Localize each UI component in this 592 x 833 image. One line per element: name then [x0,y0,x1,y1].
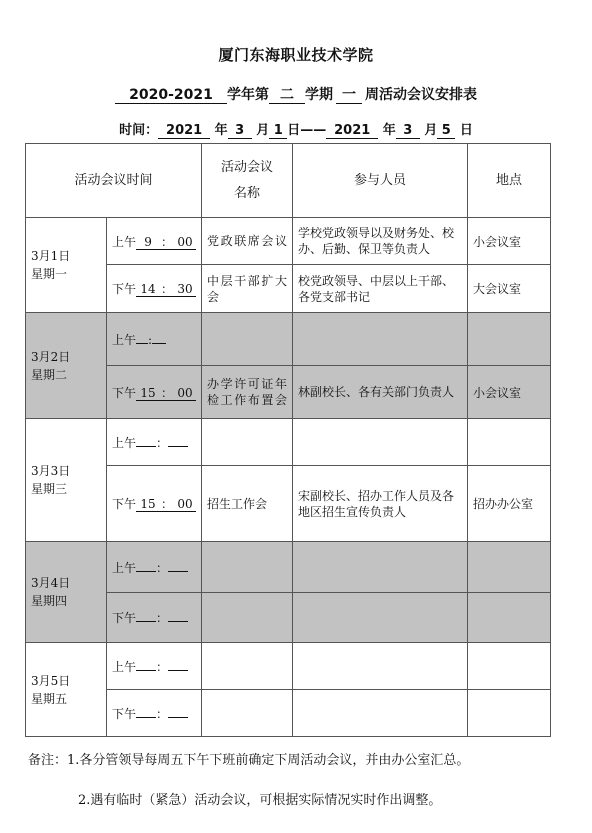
schedule-table [25,143,551,737]
start-month-unit: 月 [256,123,270,138]
note-line-1: 备注：1.各分管领导每周五下午下班前确定下周活动会议，并由办公室汇总。 [28,753,470,768]
time-colon: ： [156,706,169,721]
hour-value: 15 [136,498,160,512]
time-colon: ： [161,497,174,511]
minute-value [168,571,188,572]
day-cell [26,313,107,419]
minute-value: 00 [174,387,196,401]
day-date: 3月1日 [31,249,71,263]
end-month: 3 [396,123,420,139]
meeting-location [468,313,551,366]
day-cell [26,218,107,313]
meeting-attendees: 学校党政领导以及财务处、校办、后勤、保卫等负责人 [293,218,468,265]
time-label: 时间： [119,123,159,138]
period-label: 上午 [112,560,137,575]
minute-value [152,343,166,344]
end-month-unit: 月 [424,123,438,138]
meeting-location: 小会议室 [468,218,551,265]
hour-value [136,621,156,622]
header-meeting-name-line1: 活动会议 [221,159,274,175]
meeting-name: 办学许可证年检工作布置会 [202,366,293,419]
minute-value [168,670,188,671]
week-suffix: 周活动会议安排表 [365,87,477,103]
header-attendees: 参与人员 [293,144,468,218]
meeting-attendees [293,593,468,643]
hour-value: 15 [136,387,160,401]
time-slot-am [107,643,202,690]
hour-value [136,670,156,671]
minute-value: 00 [174,236,196,250]
year-suffix: 学年第 [227,87,269,103]
meeting-attendees: 林副校长、各有关部门负责人 [293,366,468,419]
hour-value: 14 [136,283,160,297]
table-row [26,218,551,265]
semester-suffix: 学期 [305,87,333,103]
period-label: 下午 [112,611,137,625]
table-row [26,419,551,466]
period-label: 上午 [112,332,137,347]
end-day: 5 [437,123,455,139]
time-slot-pm [107,265,202,313]
minute-value [168,621,188,622]
time-colon: ： [156,435,169,450]
meeting-attendees [293,542,468,593]
table-row [26,313,551,366]
meeting-name [202,313,293,366]
start-day: 1 [269,123,287,139]
start-day-unit: 日—— [287,123,327,138]
meeting-name [202,542,293,593]
meeting-name: 党政联席会议 [202,218,293,265]
time-colon: ： [156,560,169,575]
header-location: 地点 [468,144,551,218]
period-label: 下午 [112,706,137,721]
meeting-attendees [293,643,468,690]
note-line-2: 2.遇有临时（紧急）活动会议，可根据实际情况实时作出调整。 [78,793,442,808]
end-year-unit: 年 [382,123,396,138]
day-weekday: 星期一 [31,267,68,281]
time-slot-pm [107,690,202,737]
day-date: 3月3日 [31,464,71,478]
meeting-location [468,419,551,466]
meeting-location [468,542,551,593]
table-row [26,542,551,593]
meeting-name [202,690,293,737]
meeting-location: 小会议室 [468,366,551,419]
meeting-name [202,593,293,643]
meeting-attendees [293,419,468,466]
meeting-attendees [293,690,468,737]
meeting-name [202,643,293,690]
period-label: 下午 [112,385,137,400]
time-slot-am [107,419,202,466]
semester-number: 二 [269,88,305,104]
period-label: 上午 [112,234,137,249]
hour-value [136,571,156,572]
time-slot-am [107,313,202,366]
day-weekday: 星期五 [31,691,68,706]
week-number: 一 [336,88,362,104]
time-slot-am [107,542,202,593]
meeting-name: 招生工作会 [202,466,293,542]
time-slot-pm [107,366,202,419]
time-colon: ： [161,282,174,296]
meeting-location [468,690,551,737]
meeting-name: 中层干部扩大会 [202,265,293,313]
time-range [0,119,592,139]
minute-value: 00 [174,498,196,512]
time-colon: ： [161,234,174,249]
meeting-attendees [293,313,468,366]
hour-value: 9 [136,236,160,250]
meeting-attendees: 宋副校长、招办工作人员及各地区招生宣传负责人 [293,466,468,542]
meeting-location: 招办办公室 [468,466,551,542]
minute-value [168,446,188,447]
day-cell [26,419,107,542]
day-weekday: 星期三 [31,482,68,496]
end-year: 2021 [326,123,378,139]
time-colon: ： [156,611,169,625]
day-cell [26,643,107,737]
header-meeting-name-line2: 名称 [234,185,261,201]
day-weekday: 星期四 [31,594,68,608]
hour-value [136,343,148,344]
minute-value: 30 [174,283,196,297]
header-row [26,144,551,218]
meeting-location [468,643,551,690]
header-time: 活动会议时间 [26,144,202,218]
time-slot-am [107,218,202,265]
day-date: 3月4日 [31,576,71,590]
time-colon: ： [161,385,174,400]
hour-value [136,446,156,447]
day-date: 3月2日 [31,349,71,364]
document-title: 厦门东海职业技术学院 [218,46,374,64]
hour-value [136,717,156,718]
meeting-attendees: 校党政领导、中层以上干部、各党支部书记 [293,265,468,313]
table-row [26,643,551,690]
period-label: 下午 [112,497,137,511]
start-year-unit: 年 [214,123,228,138]
time-colon: ： [156,659,169,674]
start-year: 2021 [158,123,210,139]
start-month: 3 [228,123,252,139]
academic-year: 2020-2021 [115,88,227,104]
period-label: 下午 [112,282,137,296]
end-day-unit: 日 [459,123,473,138]
minute-value [168,717,188,718]
day-weekday: 星期二 [31,367,68,382]
schedule-subtitle [0,84,592,104]
time-slot-pm [107,593,202,643]
meeting-location: 大会议室 [468,265,551,313]
meeting-location [468,593,551,643]
time-colon: : [148,332,153,347]
period-label: 上午 [112,659,137,674]
header-meeting-name [202,144,293,218]
meeting-name [202,419,293,466]
period-label: 上午 [112,435,137,450]
day-cell [26,542,107,643]
time-slot-pm [107,466,202,542]
day-date: 3月5日 [31,673,71,688]
